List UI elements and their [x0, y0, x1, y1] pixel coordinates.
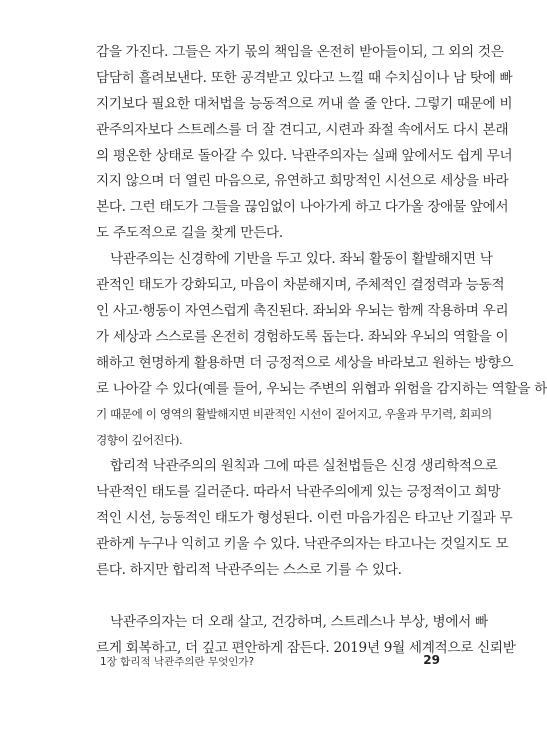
- text-line: 담담히 흘려보낸다. 또한 공격받고 있다고 느낄 때 수치심이나 남 탓에 빠: [96, 69, 513, 86]
- text-line: 해하고 현명하게 활용하면 더 긍정적으로 세상을 바라보고 원하는 방향으: [96, 354, 514, 371]
- text-line: 적인 시선, 능동적인 태도가 형성된다. 이런 마음가짐은 타고난 기질과 무: [96, 510, 513, 527]
- paragraph-spacer: [96, 584, 441, 610]
- text-line: 낙관적인 태도를 길러준다. 따라서 낙관주의에게 있는 긍정적이고 희망: [96, 484, 501, 501]
- text-line: 른다. 하지만 합리적 낙관주의는 스스로 기를 수 있다.: [96, 561, 402, 578]
- text-line: 도 주도적으로 길을 찾게 만든다.: [96, 225, 283, 242]
- text-line: 낙관주의는 신경학에 기반을 두고 있다. 좌뇌 활동이 활발해지면 낙: [110, 251, 493, 268]
- paragraph-2: [96, 247, 547, 454]
- chapter-title: 1장 합리적 낙관주의란 무엇인가?: [100, 656, 255, 668]
- text-line: 본다. 그런 태도가 그들을 끊임없이 나아가게 하고 다가올 장애물 앞에서: [96, 199, 509, 216]
- text-line: 가 세상과 스스로를 온전히 경험하도록 돕는다. 좌뇌와 우뇌의 역할을 이: [96, 328, 509, 345]
- text-line: 관주의자보다 스트레스를 더 잘 견디고, 시련과 좌절 속에서도 다시 본래: [96, 121, 509, 138]
- page-footer: [100, 654, 440, 670]
- text-line: 지지 않으며 더 열린 마음으로, 유연하고 희망적인 시선으로 세상을 바라: [96, 173, 509, 190]
- paragraph-1: [96, 40, 513, 247]
- text-line: 지기보다 필요한 대처법을 능동적으로 꺼내 쓸 줄 안다. 그렇기 때문에 비: [96, 95, 513, 112]
- text-line: 관적인 태도가 강화되고, 마음이 차분해지며, 주체적인 결정력과 능동적: [96, 277, 505, 294]
- text-line: 기 때문에 이 영역의 활발해지면 비관적인 시선이 짙어지고, 우울과 무기력, 회피의: [96, 407, 492, 422]
- paragraph-3: [96, 454, 513, 583]
- text-line: 합리적 낙관주의의 원칙과 그에 따른 실천법들은 신경 생리학적으로: [110, 458, 498, 475]
- text-line: 경향이 깊어진다).: [96, 433, 183, 448]
- text-line: 낙관주의자는 더 오래 살고, 건강하며, 스트레스나 부상, 병에서 빠: [110, 613, 488, 630]
- text-line: 의 평온한 상태로 돌아갈 수 있다. 낙관주의자는 실패 앞에서도 쉽게 무너: [96, 147, 513, 164]
- text-line: 관하게 누구나 익히고 키울 수 있다. 낙관주의자는 타고나는 것일지도 모: [96, 535, 509, 552]
- text-line: 르게 회복하고, 더 깊고 편안하게 잠든다. 2019년 9월 세계적으로 신뢰받: [96, 639, 516, 656]
- body-text: [96, 40, 547, 661]
- text-line: 감을 가진다. 그들은 자기 몫의 책임을 온전히 받아들이되, 그 외의 것은: [96, 44, 504, 60]
- text-line: 인 사고·행동이 자연스럽게 촉진된다. 좌뇌와 우뇌는 함께 작용하며 우리: [96, 302, 509, 319]
- page-number: 29: [423, 653, 440, 667]
- text-line: 로 나아갈 수 있다(예를 들어, 우뇌는 주변의 위협과 위험을 감지하는 역할을 하: [96, 380, 547, 397]
